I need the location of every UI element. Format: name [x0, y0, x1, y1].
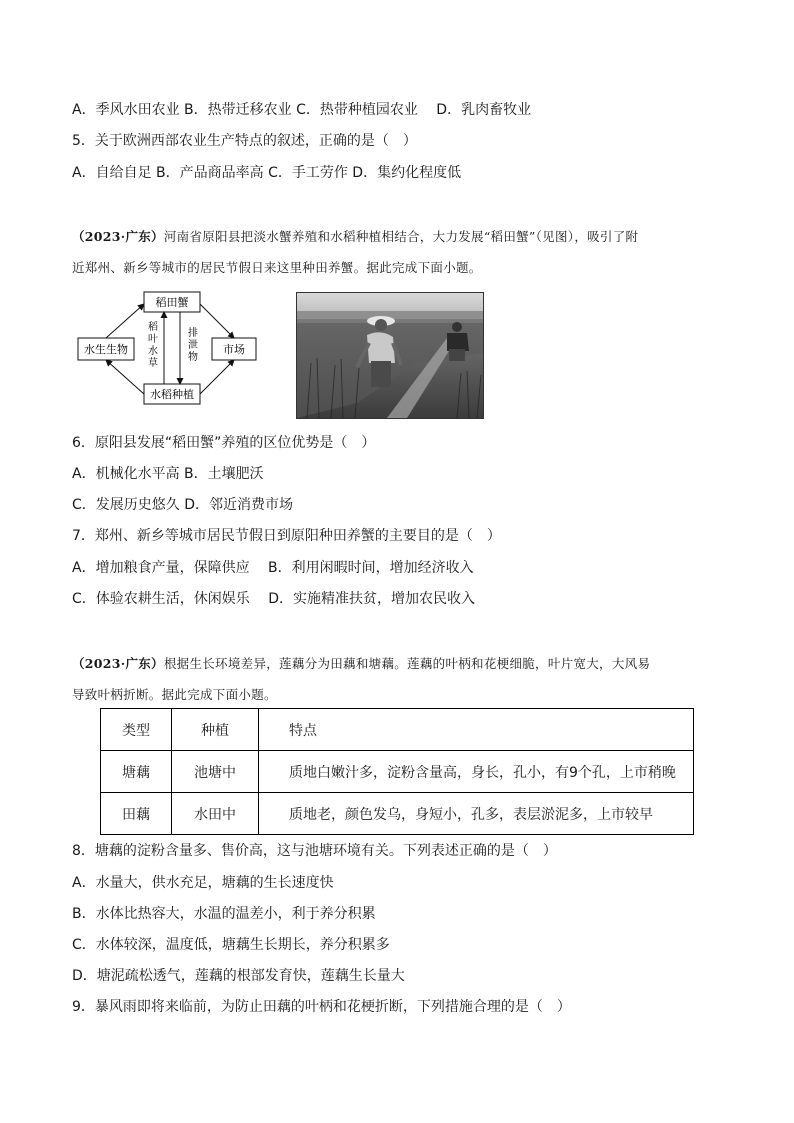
lotus-root-table: [100, 708, 694, 835]
diagram-box-top: [144, 292, 200, 312]
q8-stem: 8．塘藕的淀粉含量多、售价高，这与池塘环境有关。下列表述正确的是（ ）: [72, 843, 557, 859]
q6-option-cd: C．发展历史悠久 D．邻近消费市场: [72, 497, 294, 513]
diagram-right-label: 市场: [223, 343, 245, 356]
photo-illustration: [297, 293, 483, 418]
q4-options: A．季风水田农业 B．热带迁移农业 C．热带种植园农业 D．乳肉畜牧业: [72, 102, 532, 118]
arrow-bottom-to-right: [200, 360, 234, 394]
q7-stem: 7．郑州、新乡等城市居民节假日到原阳种田养蟹的主要目的是（ ）: [72, 528, 501, 544]
passage-2-line2: 导致叶柄折断。据此完成下面小题。: [72, 687, 277, 702]
arrow-right-label-3: 物: [188, 352, 198, 363]
q8-option-c: C．水体较深，温度低，塘藕生长期长，养分积累多: [72, 937, 390, 953]
arrow-left-label-1: 稻: [148, 322, 158, 333]
table-row: [101, 793, 694, 835]
arrow-left-label-4: 草: [148, 358, 158, 369]
table-cell: 质地白嫩汁多，淀粉含量高，身长，孔小，有9个孔，上市稍晚: [259, 751, 694, 793]
q6-option-ab: A．机械化水平高 B．土壤肥沃: [72, 466, 264, 482]
q5-options: A．自给自足 B．产品商品率高 C．手工劳作 D．集约化程度低: [72, 165, 462, 181]
q8-option-b: B．水体比热容大，水温的温差小，利于养分积累: [72, 906, 376, 922]
diagram-box-right: [212, 338, 256, 360]
q8-option-a: A．水量大，供水充足，塘藕的生长速度快: [72, 875, 334, 891]
passage-1-line2: 近郑州、新乡等城市的居民节假日来这里种田养蟹。据此完成下面小题。: [72, 260, 482, 275]
arrow-left-label-3: 水: [148, 346, 158, 357]
passage-2-source: （2023·广东）: [72, 656, 164, 671]
q7-option-ab: A．增加粮食产量，保障供应 B．利用闲暇时间，增加经济收入: [72, 560, 474, 576]
table-cell: 水田中: [172, 793, 259, 835]
arrow-left-label-2: 叶: [148, 334, 158, 345]
table-header-row: [101, 709, 694, 751]
q5-stem: 5．关于欧洲西部农业生产特点的叙述，正确的是（ ）: [72, 133, 417, 149]
passage-2-line1: 根据生长环境差异，莲藕分为田藕和塘藕。莲藕的叶柄和花梗细脆，叶片宽大，大风易: [163, 656, 651, 671]
passage-1-source: （2023·广东）: [72, 229, 164, 244]
table-cell: 田藕: [101, 793, 172, 835]
table-cell: 池塘中: [172, 751, 259, 793]
passage-1-line1: 河南省原阳县把淡水蟹养殖和水稻种植相结合，大力发展“稻田蟹”（见图），吸引了附: [163, 229, 639, 244]
table-header-cell: 种植: [172, 709, 259, 751]
diagram-box-left: [78, 338, 134, 360]
table-cell: 质地老，颜色发乌，身短小，孔多，表层淤泥多，上市较早: [259, 793, 694, 835]
passage-2: [72, 648, 732, 710]
farmers-in-rice-field-photo: [296, 292, 484, 419]
passage-1: [72, 221, 732, 283]
arrow-right-label-2: 泄: [188, 340, 198, 351]
table-header-cell: 类型: [101, 709, 172, 751]
diagram-top-label: 稻田蟹: [155, 296, 189, 309]
diagram-box-bottom: [144, 384, 200, 404]
rice-crab-diagram: [76, 290, 266, 408]
diagram-left-label: 水生生物: [84, 343, 128, 356]
arrow-top-to-right: [200, 304, 234, 338]
arrow-right-label-1: 排: [188, 328, 198, 339]
table-cell: 塘藕: [101, 751, 172, 793]
q7-option-cd: C．体验农耕生活，休闲娱乐 D．实施精准扶贫，增加农民收入: [72, 591, 476, 607]
diagram-bottom-label: 水稻种植: [150, 388, 194, 401]
q9-stem: 9．暴风雨即将来临前，为防止田藕的叶柄和花梗折断，下列措施合理的是（ ）: [72, 999, 571, 1015]
table-row: [101, 751, 694, 793]
table-header-cell: 特点: [259, 709, 694, 751]
q6-stem: 6．原阳县发展“稻田蟹”养殖的区位优势是（ ）: [72, 435, 376, 451]
arrow-bottom-to-left: [106, 360, 144, 394]
q8-option-d: D．塘泥疏松透气，莲藕的根部发育快，莲藕生长量大: [72, 968, 405, 984]
arrow-left-to-top: [106, 304, 144, 338]
